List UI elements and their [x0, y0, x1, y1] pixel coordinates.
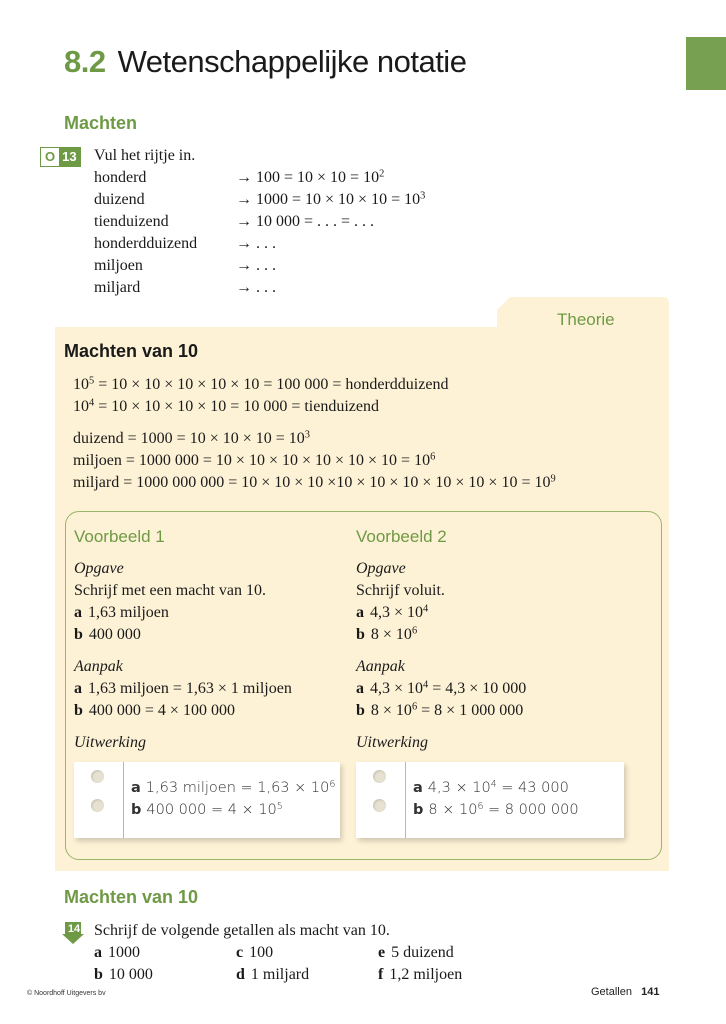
item-label: a [74, 604, 82, 621]
row-expression [236, 255, 276, 277]
aanpak-item [356, 700, 646, 722]
opgave-label: Opgave [74, 560, 124, 577]
example-title: Voorbeeld 1 [74, 527, 165, 546]
opgave-item [356, 624, 646, 646]
theory-line [73, 450, 556, 472]
theory-line [73, 472, 556, 494]
aanpak-item [74, 700, 349, 722]
exercise-14 [94, 920, 538, 986]
expansion: = 10 × 10 × 10 × 10 = 10 000 = tienduizend [94, 398, 379, 415]
exponent: 4 [490, 778, 497, 790]
exponent: 4 [423, 679, 429, 691]
copyright: © Noordhoff Uitgevers bv [27, 990, 106, 997]
exercise-row [94, 255, 425, 277]
item-text: 400 000 = 4 × 10 [146, 802, 277, 818]
opgave-item [74, 624, 349, 646]
aanpak-item [74, 678, 349, 700]
item-label: d [236, 966, 245, 983]
item-label: b [74, 702, 83, 719]
uitwerking-item [413, 777, 579, 799]
item-text: 1,63 miljoen [88, 604, 169, 621]
aanpak-label: Aanpak [74, 658, 123, 675]
item-text-rest: = 8 × 1 000 000 [417, 702, 524, 719]
chapter-title [64, 44, 466, 80]
margin-line [123, 762, 124, 838]
expression-text: → . . . [236, 279, 276, 296]
item-text-rest: = 43 000 [496, 780, 569, 796]
exponent: 2 [379, 168, 385, 180]
exercise-14-instruction: Schrijf de volgende getallen als macht van 10. [94, 922, 390, 939]
uitwerking-item [131, 777, 335, 799]
item-text: 1000 [108, 944, 140, 961]
exercise-row [94, 277, 425, 299]
item-label: c [236, 944, 244, 961]
exponent: 9 [550, 473, 556, 485]
exercise-row [94, 211, 425, 233]
item-text: 400 000 = 4 × 100 000 [88, 702, 235, 719]
example-1 [74, 526, 349, 754]
exercise-number: 13 [59, 148, 79, 166]
expansion: = 10 × 10 × 10 × 10 × 10 = 100 000 = honderdduizend [94, 376, 449, 393]
expression-text: → . . . [236, 257, 276, 274]
theory-line [73, 428, 556, 450]
item-label: a [131, 780, 141, 796]
item-label: b [131, 802, 142, 818]
row-expression [236, 167, 384, 189]
exponent: 6 [411, 625, 418, 637]
theory-heading: Machten van 10 [64, 341, 199, 361]
uitwerking-item [131, 799, 335, 821]
item-label: a [74, 680, 82, 697]
exercise-item [94, 964, 236, 986]
exponent: 6 [411, 701, 418, 713]
page-footer [591, 986, 660, 998]
aanpak-label: Aanpak [356, 658, 405, 675]
footer-section: Getallen [591, 986, 632, 998]
opgave-text: Schrijf met een macht van 10. [74, 582, 266, 599]
uitwerking-label: Uitwerking [356, 734, 428, 751]
exponent: 6 [477, 800, 484, 812]
exercise-item [94, 942, 236, 964]
row-word: miljard [94, 279, 141, 296]
uitwerking-label: Uitwerking [74, 734, 146, 751]
exercise-14-number: 14 [67, 923, 81, 935]
exercise-item [236, 942, 378, 964]
item-label: b [356, 626, 365, 643]
theory-tab-slant [480, 297, 510, 327]
exercise-13-badge [40, 147, 81, 167]
aanpak-item [356, 678, 646, 700]
item-label: a [356, 680, 364, 697]
item-text: 4,3 × 10 [427, 780, 491, 796]
exponent: 3 [304, 429, 310, 441]
section-heading-machten: Machten [64, 113, 138, 133]
example-2 [356, 526, 646, 754]
row-word: miljoen [94, 257, 143, 274]
exponent: 5 [276, 800, 283, 812]
exercise-row [94, 189, 425, 211]
item-label: b [356, 702, 365, 719]
chapter-number: 8.2 [64, 44, 106, 79]
down-arrow-icon [62, 934, 84, 944]
item-text: 400 000 [88, 626, 141, 643]
chapter-tab-marker [686, 37, 726, 90]
base: 10 [73, 398, 89, 415]
row-expression [236, 211, 374, 233]
exercise-13-instruction: Vul het rijtje in. [94, 147, 196, 164]
theory-line [73, 374, 448, 396]
item-label: b [413, 802, 424, 818]
punch-hole-icon [373, 770, 386, 783]
item-text-rest: = 4,3 × 10 000 [428, 680, 527, 697]
exercise-item [236, 964, 378, 986]
row-word: honderd [94, 169, 147, 186]
expression-text: → 100 = 10 × 10 = 10 [236, 169, 380, 186]
punch-hole-icon [91, 770, 104, 783]
item-label: f [378, 966, 384, 983]
exercise-13 [94, 145, 425, 299]
exponent: 4 [423, 603, 429, 615]
theory-powers-list [73, 374, 448, 418]
uitwerking-card-2 [356, 762, 624, 838]
item-label: b [74, 626, 83, 643]
item-text: 1,63 miljoen = 1,63 × 1 miljoen [88, 680, 292, 697]
opgave-item [74, 602, 349, 624]
uitwerking-card-1 [74, 762, 340, 838]
item-text: 100 [249, 944, 274, 961]
expansion: miljoen = 1000 000 = 10 × 10 × 10 × 10 × 10 × 10 = 10 [73, 452, 431, 469]
item-label: a [94, 944, 102, 961]
exponent: 6 [430, 451, 436, 463]
uitwerking-item [413, 799, 579, 821]
theory-words-list [73, 428, 556, 494]
item-label: a [356, 604, 364, 621]
expansion: miljard = 1000 000 000 = 10 × 10 × 10 ×10 × 10 × 10 × 10 × 10 × 10 = 10 [73, 474, 551, 491]
theory-line [73, 396, 448, 418]
expression-text: → 10 000 = . . . = . . . [236, 213, 375, 230]
row-word: tienduizend [94, 213, 169, 230]
base: 10 [73, 376, 89, 393]
punch-hole-icon [373, 799, 386, 812]
exercise-item [378, 942, 538, 964]
exercise-row [94, 167, 425, 189]
punch-hole-icon [91, 799, 104, 812]
item-text: 8 × 10 [428, 802, 478, 818]
row-expression [236, 277, 276, 299]
exponent: 3 [420, 190, 426, 202]
item-text: 10 000 [108, 966, 153, 983]
chapter-title-text: Wetenschappelijke notatie [117, 44, 467, 79]
expansion: duizend = 1000 = 10 × 10 × 10 = 10 [73, 430, 305, 447]
item-text: 1 miljard [250, 966, 310, 983]
item-text: 5 duizend [391, 944, 454, 961]
item-label: a [413, 780, 423, 796]
theory-tab-cutout [55, 297, 497, 327]
exercise-type-letter: O [41, 148, 59, 166]
expression-text: → 1000 = 10 × 10 × 10 = 10 [236, 191, 421, 208]
opgave-item [356, 602, 646, 624]
section-heading-machten-van-10: Machten van 10 [64, 887, 199, 907]
item-text: 4,3 × 10 [370, 604, 424, 621]
exponent: 5 [89, 375, 95, 387]
item-label: b [94, 966, 103, 983]
row-word: honderdduizend [94, 235, 198, 252]
row-word: duizend [94, 191, 145, 208]
exercise-item [378, 964, 538, 986]
item-text: 1,63 miljoen = 1,63 × 10 [145, 780, 330, 796]
expression-text: → . . . [236, 235, 276, 252]
item-text: 8 × 10 [370, 626, 412, 643]
opgave-text: Schrijf voluit. [356, 582, 445, 599]
exponent: 4 [89, 397, 95, 409]
item-label: e [378, 944, 386, 961]
page-number: 141 [641, 986, 660, 998]
row-expression [236, 233, 276, 255]
exponent: 6 [329, 778, 336, 790]
opgave-label: Opgave [356, 560, 406, 577]
theory-tab-label: Theorie [557, 310, 615, 329]
margin-line [405, 762, 406, 838]
item-text: 8 × 10 [370, 702, 412, 719]
item-text-rest: = 8 000 000 [483, 802, 579, 818]
item-text: 4,3 × 10 [370, 680, 424, 697]
item-text: 1,2 miljoen [389, 966, 463, 983]
example-title: Voorbeeld 2 [356, 527, 447, 546]
exercise-row [94, 233, 425, 255]
row-expression [236, 189, 425, 211]
